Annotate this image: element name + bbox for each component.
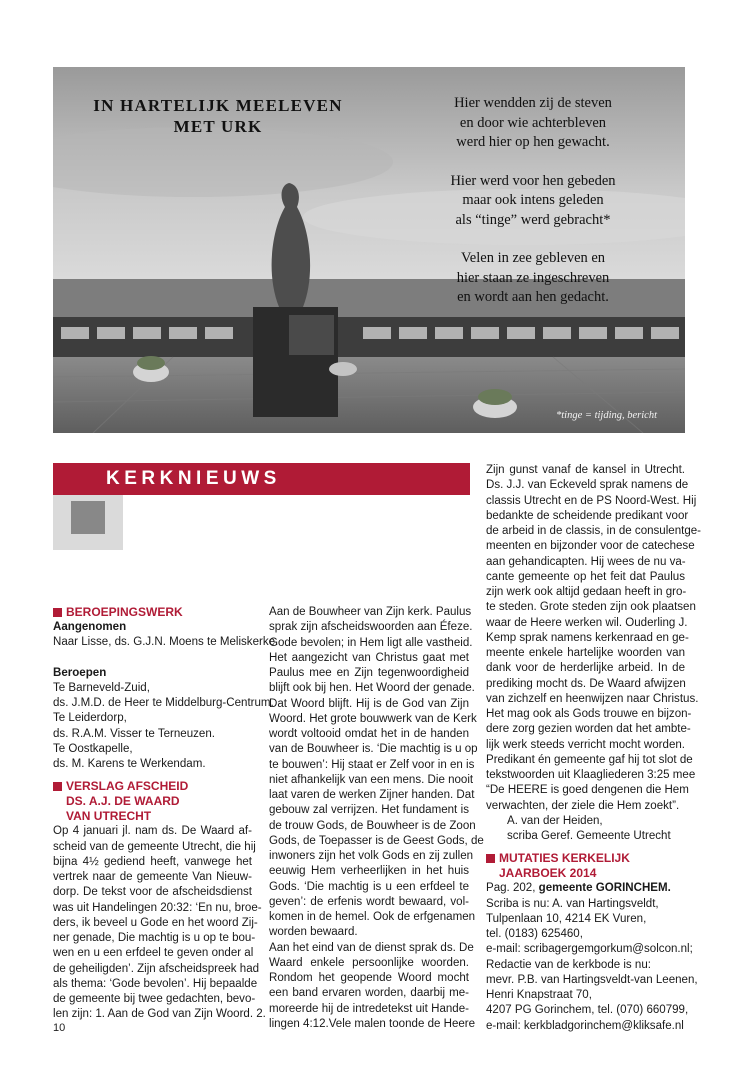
verslag-heading — [53, 779, 252, 824]
text-line: inwoners zijn het volk Gods en zij zullen — [269, 850, 474, 862]
text-line: worden bewaard. — [269, 926, 358, 939]
text-line: Ds. J.J. van Eckeveld sprak namens de — [486, 479, 689, 492]
text-line: dorp. De tekst voor de afscheidsdienst — [53, 886, 252, 899]
text-line: van de Bouwheer is. ‘Die machtig is u op — [269, 743, 478, 756]
mutaties-heading — [486, 851, 685, 881]
beroepen-line: Te Oostkapelle, — [53, 742, 133, 755]
text-line: Paulus mee en Zijn tegenwoordigheid — [269, 667, 469, 679]
text-line: “De HEERE is goed dengenen die Hem — [486, 784, 689, 797]
text-line: Woord. Het grote bouwwerk van de Kerk — [269, 712, 477, 725]
text-line: Gods. ‘Die machtig is u een erfdeel te — [269, 880, 469, 893]
text-line: aan gehandicapten. Hij wees de nu va- — [486, 555, 686, 568]
square-bullet-icon — [53, 608, 62, 617]
text-line: te bouwen’: Hij staat er Zelf voor in en is — [269, 758, 475, 771]
text-line: waar de Heere werken wil. Ouderling J. — [486, 616, 688, 629]
beroepen-line: Te Barneveld-Zuid, — [53, 681, 150, 694]
photo-caption: *tinge = tijding, bericht — [556, 410, 657, 421]
text-line: cante gemeente op het feit dat Paulus — [486, 570, 685, 583]
text-line: was uit Handelingen 20:32: ‘En nu, broe- — [53, 901, 262, 914]
text-line: len zijn: 1. Aan de God van Zijn Woord. 2. — [53, 1008, 266, 1021]
text-line: scheid van de gemeente Utrecht, die hij — [53, 840, 256, 853]
text-line: als thema: ‘Gode bevolen’. Hij bepaalde — [53, 977, 258, 990]
signature-name: A. van der Heiden, — [507, 814, 603, 827]
poem-line: Hier wendden zij de steven — [454, 95, 612, 111]
text-line: blijft ook bij hen. Het Woord der genade. — [269, 682, 475, 695]
mutaties-pag — [486, 881, 685, 896]
mutaties-email-scriba[interactable]: e-mail: scribagergemgorkum@solcon.nl; — [486, 943, 693, 956]
pag-gemeente: gemeente GORINCHEM. — [538, 882, 671, 895]
mutaties-line: Tulpenlaan 10, 4214 EK Vuren, — [486, 912, 647, 925]
text-line: van zichzelf en heenwijzen naar Christus. — [486, 692, 699, 705]
text-line: de gemeente bij twee gedachten, bevo- — [53, 993, 256, 1005]
decorative-square-dark — [71, 501, 105, 534]
beroepen-line: ds. M. Karens te Werkendam. — [53, 758, 206, 770]
mutaties-line: Redactie van de kerkbode is nu: — [486, 958, 651, 971]
mutaties-email-redactie[interactable]: e-mail: kerkbladgorinchem@kliksafe.nl — [486, 1019, 684, 1032]
text-line: de trouw Gods, de Bouwheer is de Zoon — [269, 819, 476, 832]
aangenomen-label: Aangenomen — [53, 621, 127, 633]
text-line: laat varen de werken Zijner handen. Dat — [269, 789, 475, 801]
poem-stanza-1 — [408, 94, 658, 153]
text-line: een band ervaren worden, daarbij me- — [269, 987, 469, 1000]
heading-text: BEROEPINGSWERK — [66, 605, 183, 619]
poem-stanza-3 — [408, 249, 658, 308]
text-line: sprak zijn afscheidswoorden aan Éfeze. — [269, 621, 473, 634]
text-line: te steden. Grote steden zijn ook plaatsen — [486, 601, 696, 614]
column-1 — [53, 605, 279, 1023]
poem-line: hier staan ze ingeschreven — [456, 269, 610, 286]
text-line: moreerde hij de intredetekst uit Hande- — [269, 1002, 469, 1015]
mutaties-line: Scriba is nu: A. van Hartingsveldt, — [486, 897, 659, 910]
text-line: prediking mocht ds. De Waard afwijzen — [486, 677, 686, 690]
square-bullet-icon — [53, 782, 62, 791]
mutaties-line: mevr. P.B. van Hartingsveldt-van Leenen, — [486, 973, 698, 986]
text-line: meente enkele hartelijke woorden van — [486, 647, 685, 659]
text-line: Op 4 januari jl. nam ds. De Waard af- — [53, 825, 252, 838]
text-line: Het mag ook als Gods trouwe en bijzon- — [486, 708, 692, 720]
beroepen-line: ds. R.A.M. Visser te Terneuzen. — [53, 727, 215, 740]
text-line: lijk werk steeds verricht mocht worden. — [486, 738, 685, 751]
poem-line: Hier werd voor hen gebeden — [450, 172, 616, 189]
poem-stanza-2 — [408, 172, 658, 231]
poem-line: Velen in zee gebleven en — [460, 250, 606, 266]
text-line: Aan de Bouwheer van Zijn kerk. Paulus — [269, 606, 472, 618]
text-line: classis Utrecht en de PS Noord-West. Hij — [486, 494, 697, 507]
verslag-text-col1 — [53, 824, 266, 1022]
poem-line: werd hier op hen gewacht. — [456, 134, 610, 150]
poem-line: en wordt aan hen gedacht. — [457, 289, 609, 305]
pag-prefix: Pag. 202, — [486, 882, 539, 895]
text-line: zijn werk ook altijd gedaan heeft in gro- — [486, 586, 687, 598]
column-2 — [269, 605, 484, 1032]
text-line: meenten en bijzonder voor de catechese — [486, 540, 695, 553]
text-line: Het aangezicht van Christus gaat met — [269, 651, 469, 664]
text-line: geven’: de erfenis wordt bewaard, vol- — [269, 895, 469, 908]
mutaties-line: Henri Knapstraat 70, — [486, 989, 592, 1001]
poem-title-line-1: IN HARTELIJK MEELEVEN — [93, 96, 343, 115]
page-number: 10 — [53, 1022, 66, 1034]
text-line: Rondom het geopende Woord mocht — [269, 972, 469, 984]
text-line: bedankte de scheidende predikant voor — [486, 509, 689, 522]
square-bullet-icon — [486, 854, 495, 863]
poem-line: en door wie achterbleven — [459, 114, 607, 131]
aangenomen-text: Naar Lisse, ds. G.J.N. Moens te Meliskerke. — [53, 636, 279, 649]
text-line: eeuwig Hem verheerlijken in het huis — [269, 865, 469, 878]
beroepen-line: Te Leiderdorp, — [53, 712, 127, 725]
text-line: Waard enkele persoonlijke woorden. — [269, 956, 469, 969]
text-line: lingen 4:12.Vele malen toonde de Heere — [269, 1017, 476, 1030]
header-photo — [53, 67, 685, 433]
text-line: gebouw zal verrijzen. Het fundament is — [269, 804, 469, 817]
text-line: Aan het eind van de dienst sprak ds. De — [269, 941, 474, 954]
text-line: Predikant én gemeente gaf hij tot slot de — [486, 753, 693, 766]
poem-title-line-2: MET URK — [173, 117, 263, 136]
text-line: de geheiligden’. Zijn afscheidspreek had — [53, 962, 260, 975]
heading-line: JAARBOEK 2014 — [499, 866, 597, 881]
signature-role: scriba Geref. Gemeente Utrecht — [507, 830, 671, 842]
beroepingswerk-heading — [53, 605, 252, 620]
text-line: Dat Woord blijft. Hij is de God van Zijn — [269, 697, 469, 710]
heading-line: MUTATIES KERKELIJK — [499, 851, 630, 866]
heading-line: VAN UTRECHT — [66, 809, 152, 824]
text-line: wordt voltooid omdat het in de handen — [269, 728, 469, 740]
text-line: dere zorg gezien worden dat het ambte- — [486, 723, 691, 736]
heading-line: DS. A.J. DE WAARD — [66, 794, 180, 809]
text-line: Zijn gunst vanaf de kansel in Utrecht. — [486, 464, 685, 476]
text-line: wen en u een erfdeel te geven onder al — [53, 947, 254, 960]
text-line: vertrek naar de gemeente Van Nieuw- — [53, 871, 252, 883]
heading-line: VERSLAG AFSCHEID — [66, 779, 189, 794]
text-line: tekstwoorden uit Klaagliederen 3:25 mee — [486, 769, 696, 781]
text-line: bijna 4½ gediend heeft, vanwege het — [53, 855, 252, 868]
poem-line: als “tinge” werd gebracht* — [455, 211, 611, 228]
text-line: Kemp sprak namens kerkenraad en ge- — [486, 631, 689, 644]
text-line: ders, ik beveel u Gode en het woord Zij- — [53, 916, 258, 929]
text-line: verwachten, der ziele die Hem zoekt”. — [486, 799, 680, 812]
text-line: niet afhankelijk van een mens. Die nooit — [269, 773, 474, 786]
text-line: de arbeid in de classis, in de consulentge- — [486, 525, 702, 537]
beroepen-line: ds. J.M.D. de Heer te Middelburg-Centrum. — [53, 697, 274, 709]
text-line: Gods, de Toepasser is de Geest Gods, de — [269, 834, 484, 847]
text-line: ner genade, Die machtig is u op te bou- — [53, 932, 256, 944]
text-line: komen in de hemel. Ook de erfgenamen — [269, 911, 476, 923]
poem-line: maar ook intens geleden — [462, 192, 604, 208]
section-title: KERKNIEUWS — [106, 468, 281, 489]
mutaties-line: tel. (0183) 625460, — [486, 928, 583, 940]
text-line: Gode bevolen; in Hem ligt alle vastheid. — [269, 636, 473, 649]
mutaties-line: 4207 PG Gorinchem, tel. (070) 660799, — [486, 1004, 689, 1017]
text-line: dank voor de herderlijke arbeid. In de — [486, 662, 685, 675]
beroepen-label: Beroepen — [53, 666, 107, 679]
poem-text — [408, 94, 658, 327]
poem-title — [73, 95, 363, 137]
column-3 — [486, 463, 702, 1034]
